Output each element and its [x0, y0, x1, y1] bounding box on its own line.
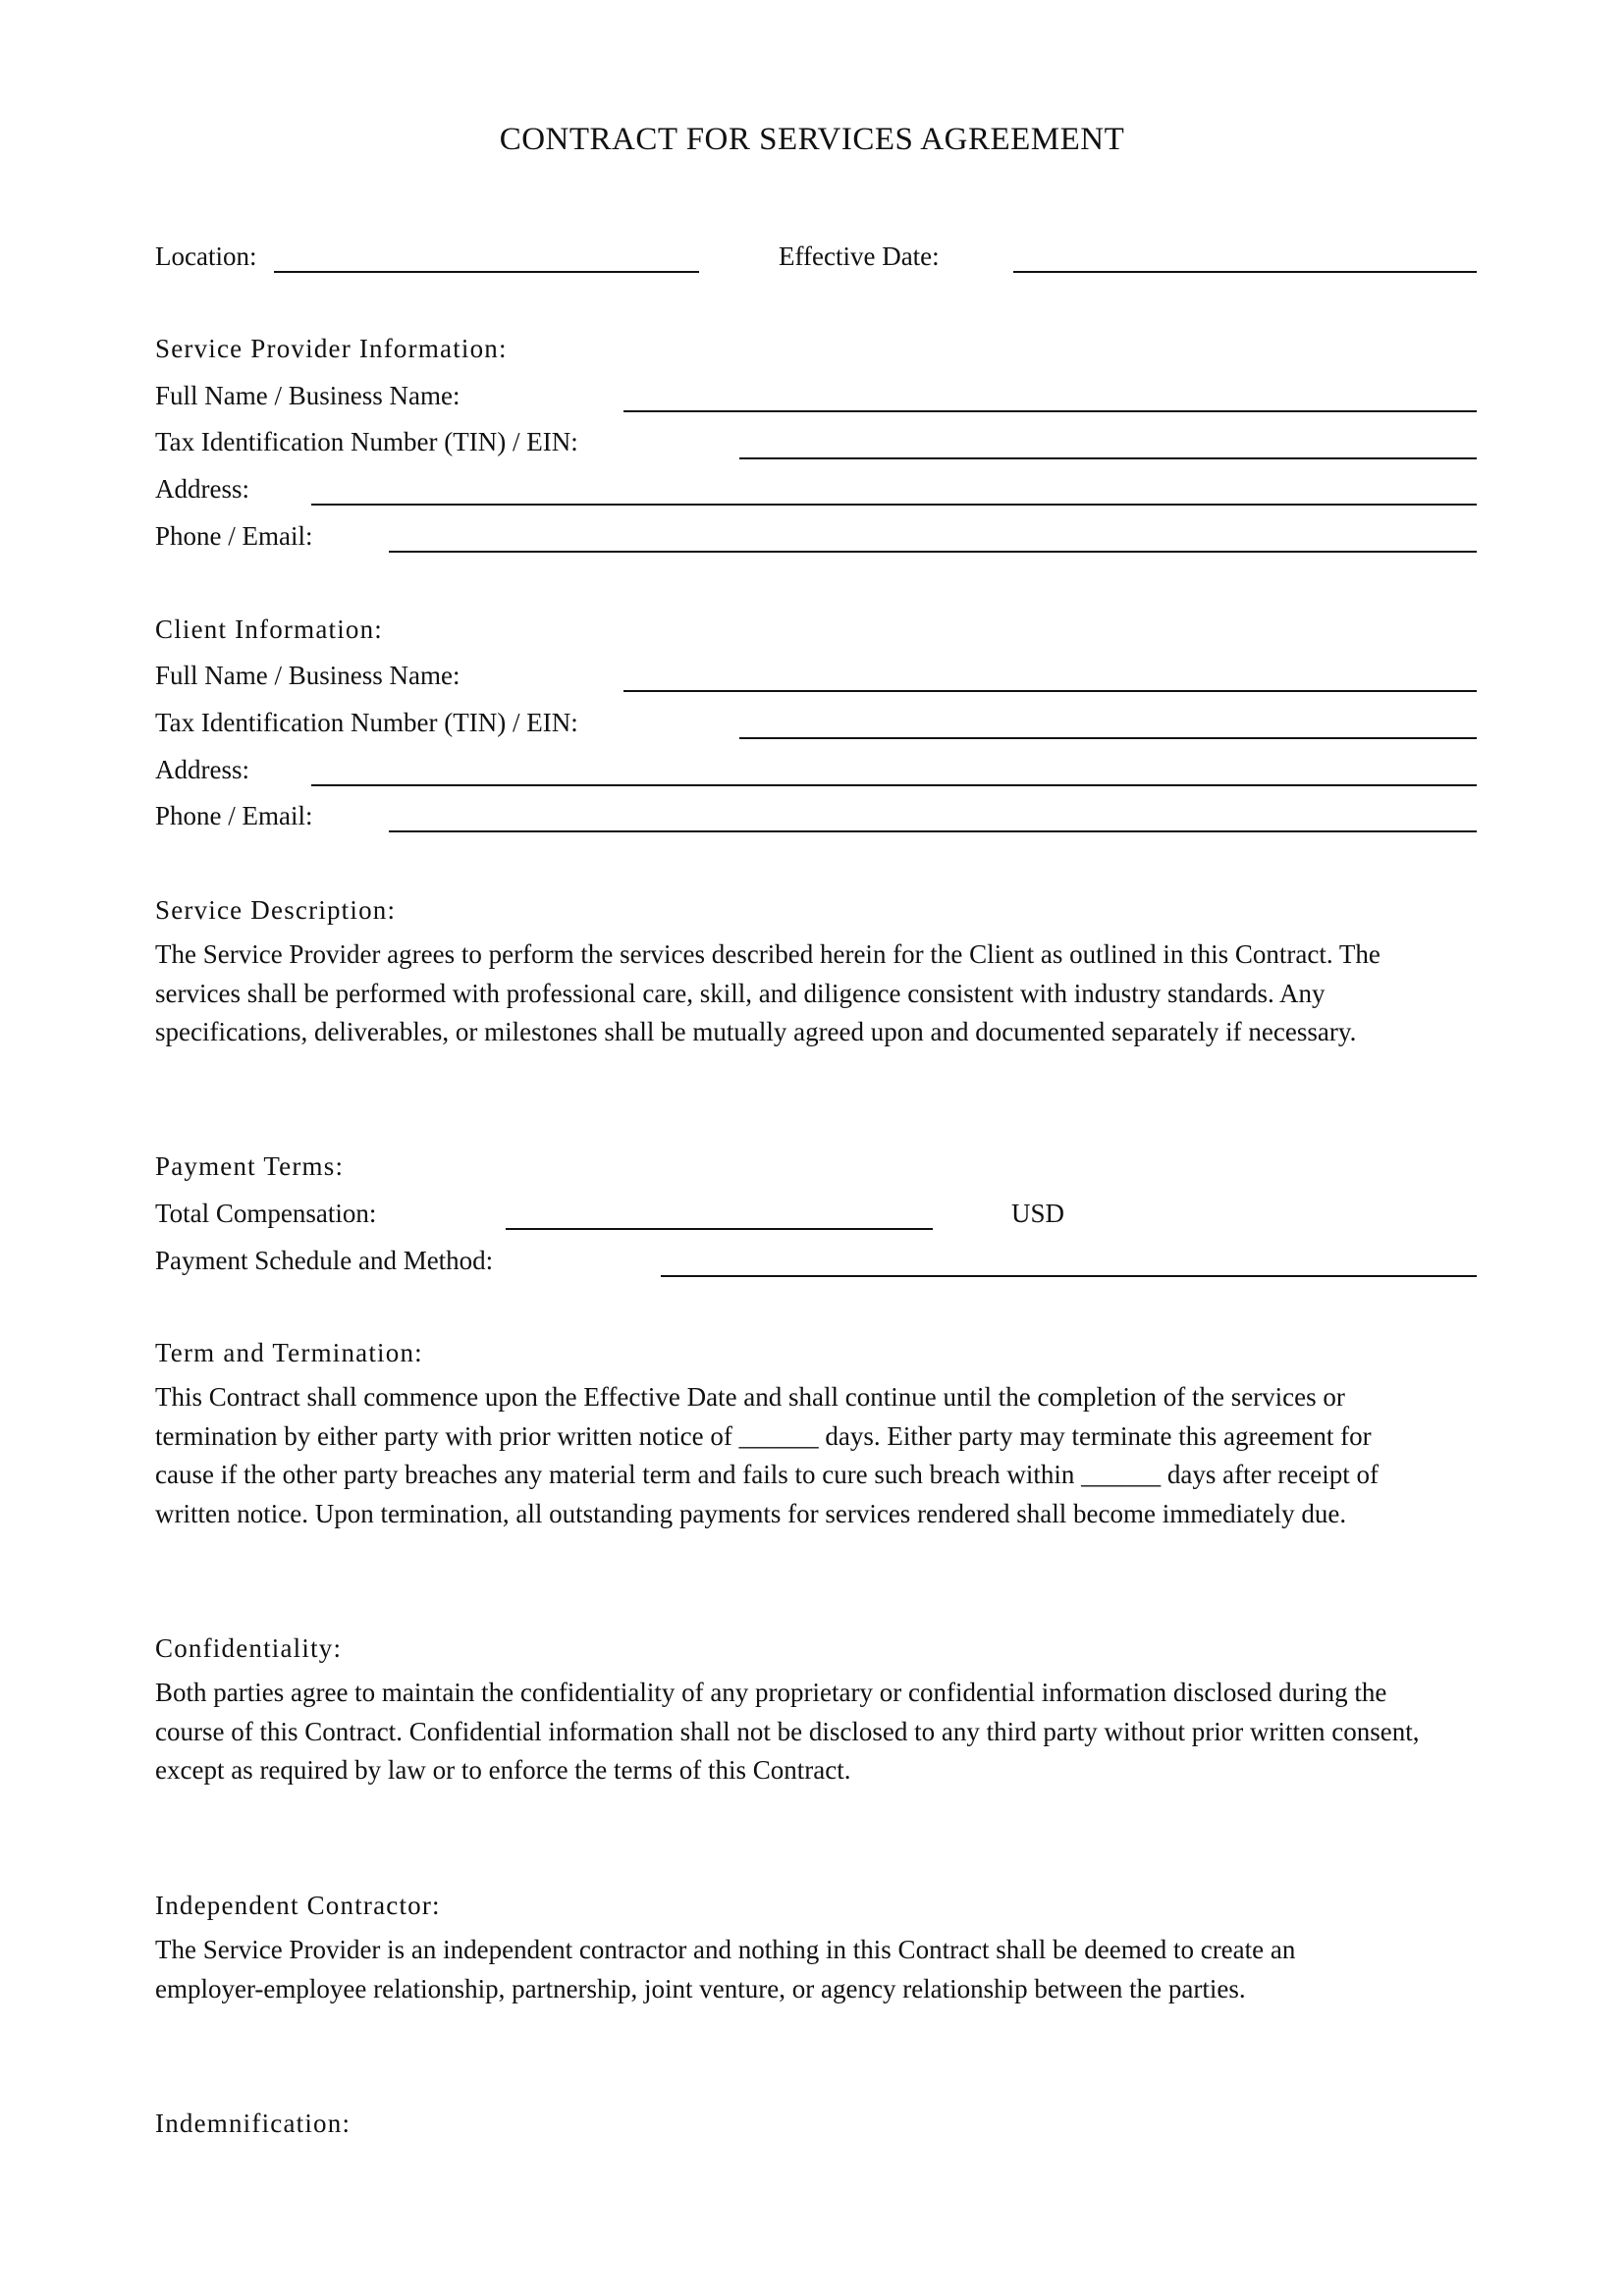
provider-address-field[interactable] — [311, 504, 1477, 506]
indemnification-heading: Indemnification: — [155, 2109, 352, 2138]
document-title: CONTRACT FOR SERVICES AGREEMENT — [499, 122, 1125, 157]
service-description-line: The Service Provider agrees to perform the services described herein for the Client as outlined in this Contract. The — [155, 939, 1380, 969]
client-full-name-label: Full Name / Business Name: — [155, 661, 460, 690]
confidentiality-line: except as required by law or to enforce the terms of this Contract. — [155, 1755, 851, 1785]
term-termination-line: This Contract shall commence upon the Effective Date and shall continue until the completion of the services or — [155, 1382, 1345, 1412]
client-address-label: Address: — [155, 755, 249, 784]
service-provider-heading: Service Provider Information: — [155, 334, 508, 363]
provider-full-name-field[interactable] — [623, 410, 1477, 412]
currency-label: USD — [1011, 1199, 1065, 1228]
client-phone-email-field[interactable] — [389, 830, 1477, 832]
term-termination-text — [155, 1378, 1490, 1533]
provider-address-label: Address: — [155, 474, 249, 504]
service-description-line: services shall be performed with professional care, skill, and diligence consistent with industry standards. Any — [155, 978, 1326, 1008]
term-termination-heading: Term and Termination: — [155, 1338, 423, 1367]
location-label: Location: — [155, 241, 257, 271]
client-phone-email-label: Phone / Email: — [155, 801, 313, 830]
independent-contractor-heading: Independent Contractor: — [155, 1891, 441, 1920]
provider-phone-email-label: Phone / Email: — [155, 521, 313, 551]
effective-date-field[interactable] — [1013, 271, 1477, 273]
provider-full-name-label: Full Name / Business Name: — [155, 381, 460, 410]
confidentiality-heading: Confidentiality: — [155, 1633, 343, 1663]
independent-contractor-line: The Service Provider is an independent contractor and nothing in this Contract shall be deemed to create an — [155, 1935, 1296, 1964]
confidentiality-text — [155, 1674, 1490, 1790]
confidentiality-line: course of this Contract. Confidential information shall not be disclosed to any third party without prior written consent, — [155, 1716, 1420, 1746]
independent-contractor-line: employer-employee relationship, partnership, joint venture, or agency relationship between the parties. — [155, 1973, 1246, 2003]
payment-schedule-label: Payment Schedule and Method: — [155, 1246, 494, 1275]
total-compensation-label: Total Compensation: — [155, 1199, 377, 1228]
term-termination-line: cause if the other party breaches any material term and fails to cure such breach within ______ days after receipt of — [155, 1460, 1379, 1489]
client-tin-label: Tax Identification Number (TIN) / EIN: — [155, 708, 578, 737]
service-description-text — [155, 935, 1490, 1052]
payment-schedule-field[interactable] — [661, 1275, 1477, 1277]
payment-terms-heading: Payment Terms: — [155, 1151, 345, 1181]
service-description-heading: Service Description: — [155, 895, 397, 925]
client-full-name-field[interactable] — [623, 690, 1477, 692]
provider-tin-label: Tax Identification Number (TIN) / EIN: — [155, 427, 578, 456]
total-compensation-field[interactable] — [506, 1228, 933, 1230]
service-description-line: specifications, deliverables, or milestones shall be mutually agreed upon and documented separately if necessary. — [155, 1017, 1357, 1046]
effective-date-label: Effective Date: — [779, 241, 940, 271]
provider-phone-email-field[interactable] — [389, 551, 1477, 553]
term-termination-line: written notice. Upon termination, all outstanding payments for services rendered shall become immediately due. — [155, 1498, 1347, 1528]
location-field[interactable] — [274, 271, 699, 273]
client-tin-field[interactable] — [739, 737, 1477, 739]
client-address-field[interactable] — [311, 784, 1477, 786]
confidentiality-line: Both parties agree to maintain the confidentiality of any proprietary or confidential information disclosed during the — [155, 1678, 1387, 1707]
independent-contractor-text — [155, 1931, 1490, 2008]
client-heading: Client Information: — [155, 614, 384, 644]
provider-tin-field[interactable] — [739, 457, 1477, 459]
term-termination-line: termination by either party with prior written notice of ______ days. Either party may terminate this agreement for — [155, 1420, 1372, 1451]
